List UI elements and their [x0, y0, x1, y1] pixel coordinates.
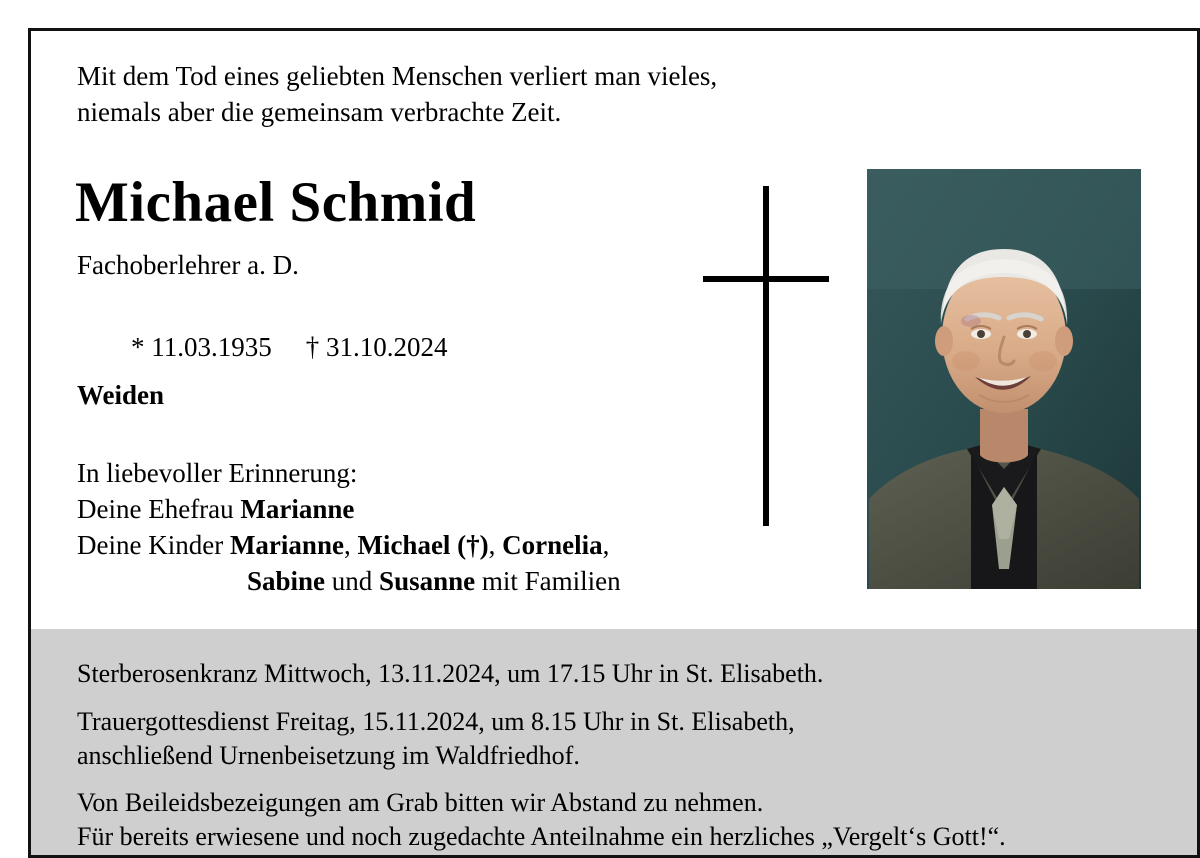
obituary-upper-section	[31, 31, 1197, 629]
memorial-quote-line-2: niemals aber die gemeinsam verbrachte Zeit.	[77, 96, 562, 127]
spouse-label: Deine Ehefrau	[77, 493, 234, 524]
cross-horizontal-bar	[703, 276, 829, 282]
deceased-name: Michael Schmid	[75, 170, 477, 234]
condolence-line-1: Von Beileidsbezeigungen am Grab bitten wir Abstand zu nehmen.	[77, 788, 764, 818]
children-line1-end: ,	[602, 529, 610, 560]
funeral-line-1: Trauergottesdienst Freitag, 15.11.2024, um 8.15 Uhr in St. Elisabeth,	[77, 706, 795, 736]
rosary-paragraph	[77, 657, 1197, 691]
portrait-illustration	[867, 169, 1141, 589]
children-label: Deine Kinder	[77, 529, 224, 560]
memorial-quote	[77, 59, 837, 130]
obituary-frame	[28, 28, 1200, 858]
obituary-service-section	[31, 629, 1197, 858]
child-name-2: Michael (†)	[357, 529, 489, 560]
rosary-line: Sterberosenkranz Mittwoch, 13.11.2024, um 17.15 Uhr in St. Elisabeth.	[77, 659, 824, 688]
memorial-quote-line-1: Mit dem Tod eines geliebten Menschen verliert man vieles,	[77, 61, 718, 91]
service-details	[31, 629, 1197, 854]
death-date: † 31.10.2024	[305, 332, 448, 362]
children-separator-2: ,	[488, 529, 503, 560]
survivors-children-row-2	[77, 564, 621, 600]
survivors-children-row-1	[77, 528, 621, 564]
deceased-place: Weiden	[77, 380, 165, 410]
survivors-block	[77, 456, 621, 600]
child-name-1: Marianne	[229, 529, 344, 560]
deceased-profession: Fachoberlehrer a. D.	[77, 250, 299, 280]
child-name-4: Sabine	[247, 565, 326, 596]
child-name-5: Susanne	[379, 565, 476, 596]
funeral-paragraph	[77, 705, 1197, 773]
survivors-spouse-row	[77, 492, 621, 528]
child-name-3: Cornelia	[502, 529, 603, 560]
portrait-photo	[867, 169, 1141, 589]
children-separator-1: ,	[343, 529, 358, 560]
condolence-paragraph	[77, 786, 1197, 854]
spouse-name: Marianne	[240, 493, 355, 524]
children-line2-end: mit Familien	[475, 565, 621, 596]
survivors-heading: In liebevoller Erinnerung:	[77, 458, 358, 488]
birth-date: * 11.03.1935	[131, 332, 272, 362]
funeral-line-2: anschließend Urnenbeisetzung im Waldfriedhof.	[77, 740, 580, 770]
cross-vertical-bar	[763, 186, 769, 526]
children-conjunction: und	[325, 565, 380, 596]
condolence-line-2: Für bereits erwiesene und noch zugedachte Anteilnahme ein herzliches „Vergelt‘s Gott!“.	[77, 822, 1006, 852]
